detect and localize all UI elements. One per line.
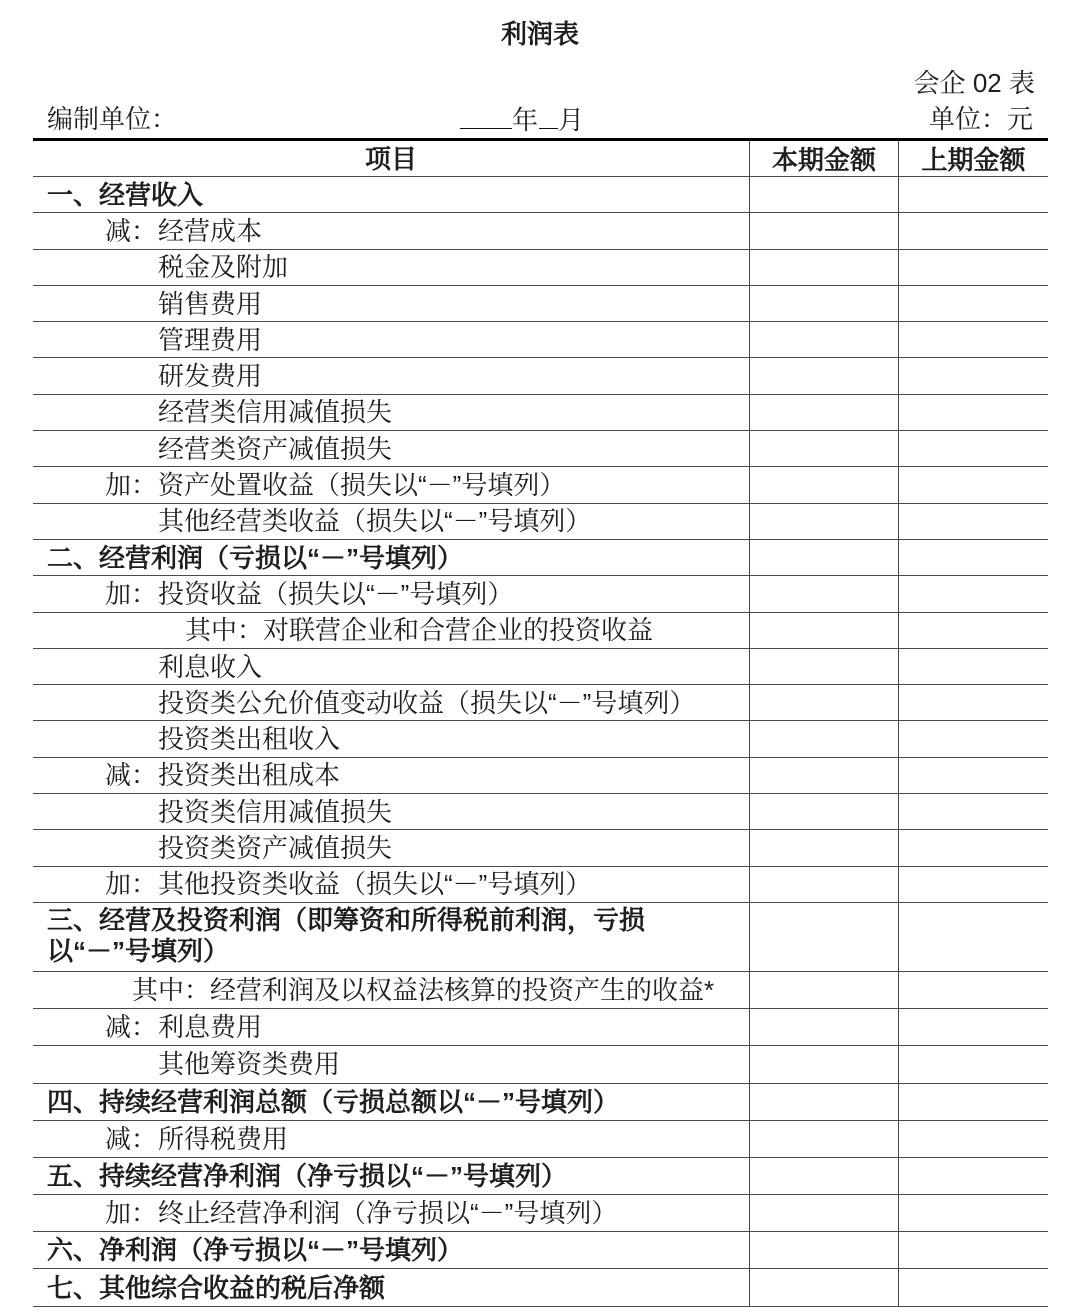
item-prefix: 加：: [105, 578, 158, 609]
item-cell: [33, 685, 749, 720]
item-cell: [33, 794, 749, 829]
prior-period-amount-cell: [898, 613, 1048, 648]
current-period-amount-cell: [749, 504, 898, 539]
item-label: 其他投资类收益（损失以“－”号填列）: [158, 869, 592, 900]
header-prior-period: 上期金额: [898, 141, 1048, 176]
item-prefix: 加：: [105, 470, 158, 501]
item-label: 其他经营类收益（损失以“－”号填列）: [158, 506, 592, 537]
year-label: 年: [512, 105, 539, 135]
prior-period-amount-cell: [898, 576, 1048, 611]
document-title: 利润表: [500, 19, 579, 49]
month-blank: [539, 102, 558, 129]
item-label: 终止经营净利润（净亏损以“－”号填列）: [158, 1198, 618, 1229]
current-period-amount-cell: [749, 830, 898, 865]
item-label: 利息费用: [158, 1012, 263, 1043]
table-row: [33, 972, 1048, 1009]
item-cell: [33, 322, 749, 357]
item-cell: [33, 613, 749, 648]
item-cell: [33, 903, 749, 971]
item-label: 投资类出租成本: [158, 760, 341, 791]
table-row: [33, 395, 1048, 431]
item-label: 一、经营收入: [47, 179, 204, 210]
table-header-row: [33, 138, 1048, 177]
item-label: 所得税费用: [158, 1123, 289, 1154]
item-cell: [33, 1158, 749, 1194]
header-current-period: 本期金额: [749, 141, 898, 176]
current-period-amount-cell: [749, 250, 898, 285]
current-period-amount-cell: [749, 794, 898, 829]
table-row: [33, 613, 1048, 649]
current-period-amount-cell: [749, 431, 898, 466]
current-period-amount-cell: [749, 358, 898, 393]
item-cell: [33, 540, 749, 575]
item-cell: [33, 1046, 749, 1082]
table-row: [33, 830, 1048, 866]
current-period-amount-cell: [749, 867, 898, 902]
current-period-amount-cell: [749, 1084, 898, 1120]
prior-period-amount-cell: [898, 1121, 1048, 1157]
current-period-amount-cell: [749, 576, 898, 611]
prior-period-amount-cell: [898, 1232, 1048, 1268]
unit-label: 单位：元: [928, 104, 1033, 134]
current-period-amount-cell: [749, 467, 898, 502]
table-row: [33, 540, 1048, 576]
prior-period-amount-cell: [898, 758, 1048, 793]
income-statement-table: [33, 138, 1048, 1307]
item-cell: [33, 177, 749, 212]
item-label: 投资类公允价值变动收益（损失以“－”号填列）: [158, 687, 696, 718]
table-row: [33, 721, 1048, 757]
table-row: [33, 1046, 1048, 1083]
month-label: 月: [558, 105, 585, 135]
table-row: [33, 649, 1048, 685]
table-row: [33, 431, 1048, 467]
prior-period-amount-cell: [898, 903, 1048, 971]
current-period-amount-cell: [749, 213, 898, 248]
item-label: 管理费用: [158, 324, 263, 355]
table-row: [33, 576, 1048, 612]
prior-period-amount-cell: [898, 867, 1048, 902]
item-label: 经营成本: [158, 215, 263, 246]
item-cell: [33, 504, 749, 539]
table-row: [33, 794, 1048, 830]
prior-period-amount-cell: [898, 794, 1048, 829]
current-period-amount-cell: [749, 613, 898, 648]
item-label: 五、持续经营净利润（净亏损以“－”号填列）: [47, 1160, 568, 1191]
item-cell: [33, 867, 749, 902]
item-cell: [33, 649, 749, 684]
table-row: [33, 1269, 1048, 1306]
prior-period-amount-cell: [898, 649, 1048, 684]
current-period-amount-cell: [749, 903, 898, 971]
prior-period-amount-cell: [898, 177, 1048, 212]
item-label: 投资类出租收入: [158, 724, 341, 755]
item-label: 经营类资产减值损失: [158, 433, 393, 464]
current-period-amount-cell: [749, 685, 898, 720]
table-row: [33, 867, 1048, 903]
item-cell: [33, 250, 749, 285]
prior-period-amount-cell: [898, 467, 1048, 502]
period-fields: [460, 102, 584, 137]
form-code: 会企 02 表: [913, 68, 1035, 98]
item-cell: [33, 431, 749, 466]
item-cell: [33, 1232, 749, 1268]
item-label: 六、净利润（净亏损以“－”号填列）: [47, 1235, 464, 1266]
table-row: [33, 1195, 1048, 1232]
current-period-amount-cell: [749, 1046, 898, 1082]
current-period-amount-cell: [749, 1121, 898, 1157]
item-cell: [33, 286, 749, 321]
current-period-amount-cell: [749, 1195, 898, 1231]
item-label: 销售费用: [158, 288, 263, 319]
current-period-amount-cell: [749, 1269, 898, 1305]
prior-period-amount-cell: [898, 322, 1048, 357]
prior-period-amount-cell: [898, 540, 1048, 575]
year-blank: [460, 102, 512, 129]
prior-period-amount-cell: [898, 1084, 1048, 1120]
prior-period-amount-cell: [898, 358, 1048, 393]
header-item: 项目: [364, 143, 417, 174]
table-row: [33, 358, 1048, 394]
table-row: [33, 1084, 1048, 1121]
current-period-amount-cell: [749, 177, 898, 212]
current-period-amount-cell: [749, 721, 898, 756]
current-period-amount-cell: [749, 758, 898, 793]
item-cell: [33, 576, 749, 611]
current-period-amount-cell: [749, 972, 898, 1008]
item-prefix: 减：: [105, 760, 158, 791]
item-prefix: 其中：: [185, 615, 264, 646]
item-cell: [33, 1195, 749, 1231]
table-row: [33, 1121, 1048, 1158]
item-cell: [33, 830, 749, 865]
item-prefix: 减：: [105, 215, 158, 246]
table-row: [33, 322, 1048, 358]
item-label: 研发费用: [158, 361, 263, 392]
current-period-amount-cell: [749, 1232, 898, 1268]
prior-period-amount-cell: [898, 286, 1048, 321]
item-label: 投资类资产减值损失: [158, 832, 393, 863]
item-label: 税金及附加: [158, 252, 289, 283]
item-label: 对联营企业和合营企业的投资收益: [263, 615, 654, 646]
prior-period-amount-cell: [898, 395, 1048, 430]
table-row: [33, 685, 1048, 721]
item-cell: [33, 467, 749, 502]
item-cell: [33, 1269, 749, 1305]
prior-period-amount-cell: [898, 1009, 1048, 1045]
item-label: 四、持续经营利润总额（亏损总额以“－”号填列）: [47, 1086, 620, 1117]
prior-period-amount-cell: [898, 972, 1048, 1008]
current-period-amount-cell: [749, 286, 898, 321]
item-cell: [33, 1009, 749, 1045]
preparer-label: 编制单位：: [47, 104, 178, 134]
item-label: 资产处置收益（损失以“－”号填列）: [158, 470, 566, 501]
prior-period-amount-cell: [898, 213, 1048, 248]
prior-period-amount-cell: [898, 250, 1048, 285]
table-row: [33, 213, 1048, 249]
table-row: [33, 758, 1048, 794]
prior-period-amount-cell: [898, 431, 1048, 466]
current-period-amount-cell: [749, 395, 898, 430]
item-cell: [33, 758, 749, 793]
current-period-amount-cell: [749, 540, 898, 575]
item-cell: [33, 395, 749, 430]
table-row: [33, 177, 1048, 213]
item-label: 经营类信用减值损失: [158, 397, 393, 428]
table-row: [33, 504, 1048, 540]
item-label: 其他筹资类费用: [158, 1049, 341, 1080]
prior-period-amount-cell: [898, 504, 1048, 539]
current-period-amount-cell: [749, 322, 898, 357]
item-cell: [33, 1084, 749, 1120]
item-label: 七、其他综合收益的税后净额: [47, 1272, 386, 1303]
item-prefix: 其中：: [132, 975, 211, 1006]
prior-period-amount-cell: [898, 685, 1048, 720]
table-row: [33, 286, 1048, 322]
current-period-amount-cell: [749, 1158, 898, 1194]
item-prefix: 加：: [105, 1198, 158, 1229]
item-label: 投资类信用减值损失: [158, 796, 393, 827]
item-label: 二、经营利润（亏损以“－”号填列）: [47, 542, 464, 573]
item-label: 三、经营及投资利润（即筹资和所得税前利润，亏损 以“－”号填列）: [47, 904, 646, 966]
item-label: 投资收益（损失以“－”号填列）: [158, 578, 514, 609]
item-prefix: 加：: [105, 869, 158, 900]
item-cell: [33, 721, 749, 756]
prior-period-amount-cell: [898, 1269, 1048, 1305]
prior-period-amount-cell: [898, 1046, 1048, 1082]
prior-period-amount-cell: [898, 1158, 1048, 1194]
table-row: [33, 1158, 1048, 1195]
item-label: 利息收入: [158, 651, 263, 682]
table-row: [33, 467, 1048, 503]
table-row: [33, 903, 1048, 972]
item-cell: [33, 358, 749, 393]
current-period-amount-cell: [749, 1009, 898, 1045]
table-row: [33, 1232, 1048, 1269]
prior-period-amount-cell: [898, 830, 1048, 865]
table-row: [33, 250, 1048, 286]
prior-period-amount-cell: [898, 1195, 1048, 1231]
item-cell: [33, 972, 749, 1008]
item-label: 经营利润及以权益法核算的投资产生的收益*: [210, 975, 715, 1006]
prior-period-amount-cell: [898, 721, 1048, 756]
current-period-amount-cell: [749, 649, 898, 684]
item-cell: [33, 213, 749, 248]
item-prefix: 减：: [105, 1123, 158, 1154]
item-prefix: 减：: [105, 1012, 158, 1043]
table-row: [33, 1009, 1048, 1046]
item-cell: [33, 1121, 749, 1157]
